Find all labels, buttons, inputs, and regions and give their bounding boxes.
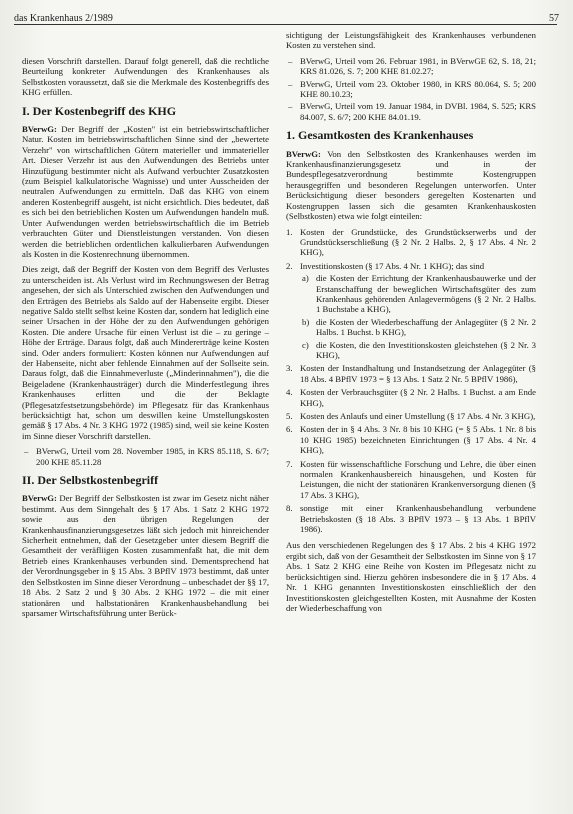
list-number: 4. — [286, 387, 293, 398]
court-label: BVerwG: — [286, 148, 321, 159]
left-paragraph-1 — [22, 124, 269, 259]
left-column — [22, 56, 269, 623]
sub-list-item — [300, 273, 536, 315]
list-number: 8. — [286, 503, 293, 514]
list-item — [286, 261, 536, 361]
list-text: Kosten für wissenschaftliche Forschung und Lehre, die über einen normalen Krankenhausbereich hinausgehen, und Kosten für Leistungen, die nicht der stationären Krankenversorgung dienen (§ 17 Abs. 3 KHG), — [300, 458, 536, 500]
left-paragraph-1-text: Der Begriff der „Kosten" ist ein betriebswirtschaftlicher Natur. Kosten im betriebswirtschaftlichen Sinne sind der „bewertete Verzehr" von wirtschaftlichen Gütern materieller und immaterieller Art. Dieser Verzehr ist aus den Aufwendungen des Betriebs unter Hinzufügung bestimmter nicht als Aufwand verbuchter Zusatzkosten (zum Beispiel kalkulatorische Wagnisse) und unter Ausscheiden der neutralen Aufwendungen zu ermitteln. Daß das KHG von einem anderen Kostenbegriff ausgeht, ist nicht ersichtlich. Dies bedeutet, daß es sich bei den betrieblichen Kosten um Aufwendungen handeln muß. Unter Aufwendungen werden betriebswirtschaftlich die im Betrieb verbrauchten Güter und Dienstleistungen verstanden. Von diesen werden die betrieblichen ordentlichen kalkulierbaren Aufwendungen als Kosten in die Kostenrechnung übernommen. — [22, 124, 269, 259]
list-item — [286, 411, 536, 421]
page-header — [14, 10, 559, 24]
list-text: Kosten der Instandhaltung und Instandsetzung der Anlagegüter (§ 18 Abs. 4 BPflV 1973 = § 13 Abs. 1 Satz 2 Nr. 5 BPflV 1986), — [300, 363, 536, 384]
list-number: 7. — [286, 458, 293, 469]
right-reference-list — [286, 56, 536, 122]
court-label: BVerwG: — [22, 124, 57, 135]
section-heading-gesamtkosten: 1. Gesamtkosten des Krankenhauses — [286, 128, 474, 143]
list-item — [286, 424, 536, 455]
list-text: sonstige mit einer Krankenhausbehandlung verbundene Betriebskosten (§ 18 Abs. 3 BPflV 1973 – § 13 Abs. 1 BPflV 1986). — [300, 503, 536, 535]
reference-item: – BVerwG, Urteil vom 26. Februar 1981, in BVerwGE 62, S. 18, 21; KRS 81.026, S. 7; 200 KHE 81.02.27; — [286, 56, 536, 77]
right-paragraph-1 — [286, 149, 536, 222]
court-label: BVerwG: — [22, 493, 57, 504]
sub-list-text: die Kosten der Errichtung der Krankenhausbauwerke und der Erstanschaffung der beweglichen Wirtschaftsgüter des zum Krankenhaus gehörenden Anlagevermögens (§ 2 Nr. 2 Halbs. 1 Buchstabe a KHG), — [316, 273, 536, 315]
section-heading-kostenbegriff: I. Der Kostenbegriff des KHG — [22, 103, 177, 118]
section-heading-selbstkostenbegriff: II. Der Selbstkostenbegriff — [22, 473, 159, 488]
sub-list — [300, 273, 536, 360]
right-paragraph-1-text: Von den Selbstkosten des Krankenhauses werden im Krankenhausfinanzierungsgesetz und in der Bundespflegesatzverordnung bestimmte Kostengruppen herausgegriffen und besonderen Regelungen unterworfen. Unter Berücksichtigung dieser besonders geregelten Kostenarten und Kostengruppen lassen sich die gesamten Krankenhauskosten (Selbstkosten) etwa wie folgt einteilen: — [286, 148, 536, 222]
list-number: 2. — [286, 260, 293, 271]
list-text: Kosten der Grundstücke, des Grundstückserwerbs und der Grundstückserschließung (§ 2 Nr. 2 Halbs. 2, § 17 Abs. 4 Nr. 2 KHG), — [300, 226, 536, 258]
right-intro-paragraph: sichtigung der Leistungsfähigkeit des Krankenhauses verbundenen Kosten zu verstehen sind. — [286, 30, 536, 51]
left-reference-list — [22, 446, 269, 467]
sub-list-letter: b) — [302, 316, 310, 327]
left-intro-paragraph: diesen Vorschrift darstellen. Darauf folgt generell, daß die rechtliche Beurteilung konkreter Aufwendungen des Krankenhauses als Selbstkosten voraussetzt, daß sie die Merkmale des Kostenbegriffs des KHG erfüllen. — [22, 56, 269, 98]
list-number: 6. — [286, 424, 293, 435]
list-text: Kosten des Anlaufs und einer Umstellung (§ 17 Abs. 4 Nr. 3 KHG), — [300, 411, 536, 421]
list-number: 5. — [286, 411, 293, 421]
sub-list-letter: c) — [302, 339, 309, 350]
cost-category-list — [286, 227, 536, 535]
reference-item: – BVerwG, Urteil vom 28. November 1985, in KRS 85.118, S. 6/7; 200 KHE 85.11.28 — [22, 446, 269, 467]
left-paragraph-3 — [22, 493, 269, 618]
journal-title: das Krankenhaus 2/1989 — [14, 13, 113, 24]
right-paragraph-2: Aus den verschiedenen Regelungen des § 17 Abs. 2 bis 4 KHG 1972 ergibt sich, daß von der Gesamtheit der Selbstkosten im Sinne von § 17 Abs. 1 Satz 2 KHG eine Reihe von Kosten im Pflegesatz nicht zu berücksichtigen sind. Hierzu gehören insbesondere die in § 17 Abs. 4 Nr. 1 KHG genannten Investitionskosten einschließlich der den Investitionskosten gleichgestellten Kosten, mit Ausnahme der Kosten der Wiederbeschaffung von — [286, 540, 536, 613]
list-item — [286, 503, 536, 534]
sub-list-letter: a) — [302, 273, 309, 284]
sub-list-item — [300, 317, 536, 338]
sub-list-text: die Kosten, die den Investitionskosten gleichstehen (§ 2 Nr. 3 KHG), — [316, 339, 536, 360]
sub-list-text: die Kosten der Wiederbeschaffung der Anlagegüter (§ 2 Nr. 2 Halbs. 1 Buchst. b KHG), — [316, 316, 536, 338]
list-item — [286, 459, 536, 501]
list-number: 1. — [286, 226, 293, 237]
list-item — [286, 387, 536, 408]
reference-item: – BVerwG, Urteil vom 19. Januar 1984, in DVBl. 1984, S. 525; KRS 84.007, S. 6/7; 200 KHE 84.01.19. — [286, 101, 536, 122]
list-number: 3. — [286, 363, 293, 374]
right-column — [286, 30, 536, 618]
left-paragraph-2: Dies zeigt, daß der Begriff der Kosten von dem Begriff des Verlustes zu unterscheiden ist. Als Verlust wird im Rechnungswesen der Betrag angesehen, der sich als Unterschied zwischen den Aufwendungen und den Erträgen des Betriebs als Saldo auf der Habenseite ergibt. Dieser negative Saldo stellt selbst keine Kosten dar, sondern hat lediglich eine seiner Ursachen in der Höhe der zu den Aufwendungen gehörigen Kosten. Die andere Ursache für einen Verlust ist die – zu geringe – Höhe der Erträge. Daraus folgt, daß auch Mindererträge keine Kosten sind. Oder anders formuliert: Kosten können nur Aufwendungen auf der Habenseite, nicht aber fehlende Einnahmen auf der Sollseite sein. Daraus folgt, daß die Einnahmeverluste („Minderinnahmen"), die die Beigeladene (Krankenhausträger) durch die Minderfestlegung ihres Krankenhauses erlitten und die der Beklagte (Pflegesatzfestsetzungsbehörde) im Pflegesatz für das Krankenhaus berücksichtigt hat, schon um deswillen keine Umstellungskosten gemäß § 17 Abs. 4 Nr. 3 KHG 1972 (1985) sind, weil sie keine Kosten im Sinne dieser Vorschrift darstellen. — [22, 264, 269, 441]
sub-list-item — [300, 340, 536, 361]
list-item — [286, 227, 536, 258]
reference-item: – BVerwG, Urteil vom 23. Oktober 1980, in KRS 80.064, S. 5; 200 KHE 80.10.23; — [286, 79, 536, 100]
left-paragraph-3-text: Der Begriff der Selbstkosten ist zwar im Gesetz nicht näher bestimmt. Aus dem Sinngehalt des § 17 Abs. 1 Satz 2 KHG 1972 sowie aus den übrigen Regelungen der Krankenhausfinanzierungsgesetzes läßt sich jedoch mit hinreichender Sicherheit entnehmen, daß der Gesetzgeber unter diesem Begriff die Gesamtheit der veräfliigen Kosten zusammenfaßt hat, die mit dem Betrieb eines Krankenhauses verbunden sind. Dementsprechend hat der Verordnungsgeber in § 15 Abs. 3 BPflV 1973 bestimmt, daß unter den Selbstkosten im Sinne dieser Verordnung – unbeschadet der §§ 17, 18 Abs. 2 Satz 2 und § 30 Abs. 2 KHG 1972 – die mit einer stationären und halbstationären Krankenhausbehandlung bei sparsamer Wirtschaftsführung unter Berück- — [22, 493, 270, 618]
list-text: Kosten der Verbrauchsgüter (§ 2 Nr. 2 Halbs. 1 Buchst. a am Ende KHG), — [300, 387, 536, 408]
list-text: Investitionskosten (§ 17 Abs. 4 Nr. 1 KHG); das sind — [300, 260, 485, 271]
page-number: 57 — [549, 13, 559, 24]
list-text: Kosten der in § 4 Abs. 3 Nr. 8 bis 10 KHG (= § 5 Abs. 1 Nr. 8 bis 10 KHG 1985) bezeichneten Einrichtungen (§ 17 Abs. 4 Nr. 4 KHG), — [300, 424, 536, 456]
list-item — [286, 363, 536, 384]
header-rule — [14, 24, 557, 25]
